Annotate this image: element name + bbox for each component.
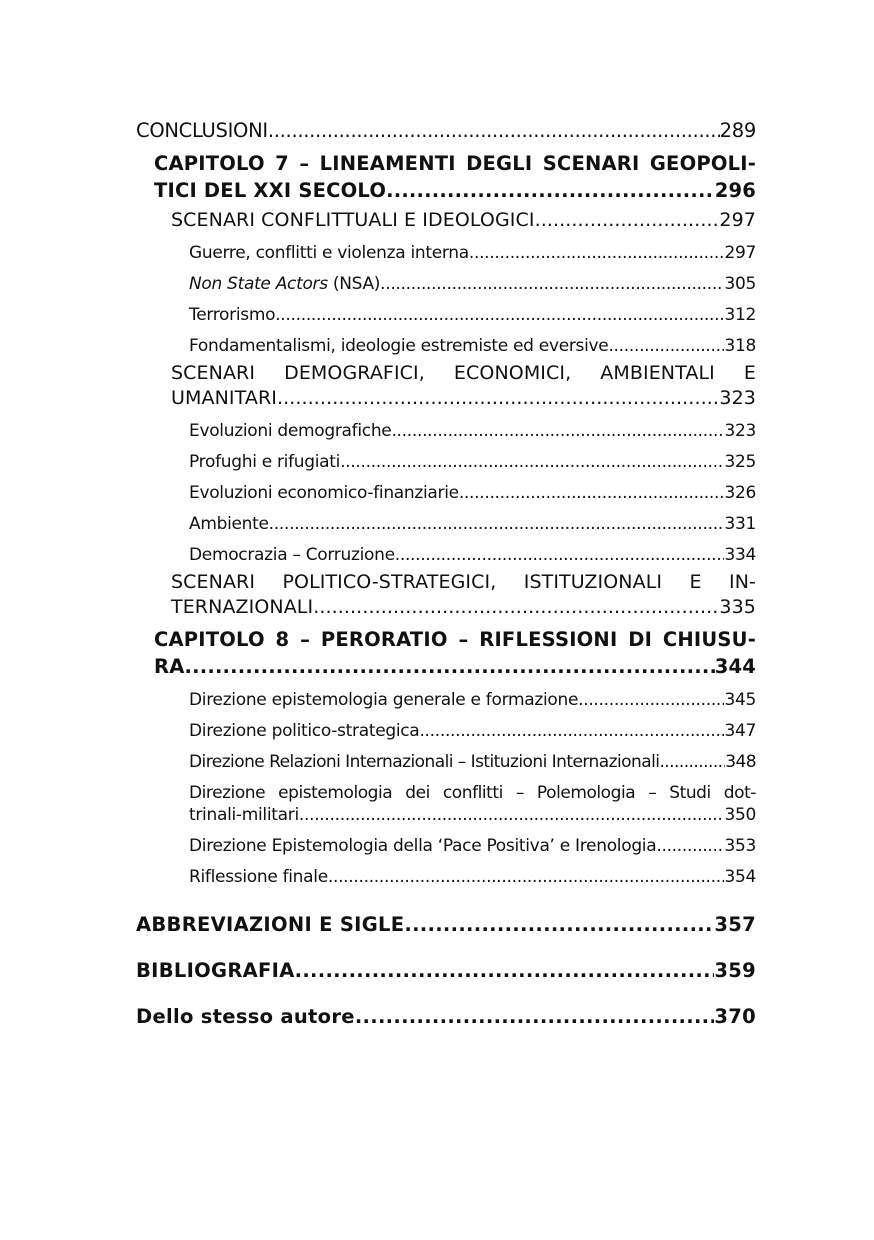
toc-entry-scenari-conflittuali[interactable]: [136, 208, 756, 233]
toc-entry-evoluzioni-economiche[interactable]: [136, 482, 756, 504]
dot-leader: [380, 273, 724, 295]
dot-leader: [469, 242, 725, 264]
toc-entry-title: Terrorismo: [189, 305, 276, 325]
dot-leader: [277, 386, 719, 411]
toc-entry-title-line: RA: [154, 655, 185, 678]
dot-leader: [395, 544, 725, 566]
dot-leader: [535, 208, 720, 233]
dot-leader: [419, 720, 724, 742]
toc-entry-title: [189, 273, 380, 295]
toc-entry-title: Dello stesso autore: [136, 1005, 355, 1028]
dot-leader: [299, 804, 725, 826]
dot-leader: [578, 689, 724, 711]
toc-entry-guerre[interactable]: [136, 242, 756, 264]
toc-entry-title: Evoluzioni demografiche: [189, 421, 392, 441]
toc-page-number: 318: [724, 336, 756, 356]
toc-page-number: 354: [724, 867, 756, 887]
toc-entry-title: Ambiente: [189, 514, 269, 534]
toc-page-number: 325: [724, 452, 756, 472]
toc-entry-title-line: UMANITARI: [171, 387, 277, 409]
toc-entry-dello-stesso-autore[interactable]: [136, 1004, 756, 1030]
dot-leader: [340, 451, 724, 473]
dot-leader: [313, 595, 719, 620]
toc-entry-title: SCENARI CONFLITTUALI E IDEOLOGICI: [171, 209, 535, 231]
dot-leader: [268, 118, 720, 144]
toc-entry-title: Direzione Relazioni Internazionali – Istituzioni Internazionali: [189, 752, 660, 772]
toc-entry-title: Profughi e rifugiati: [189, 452, 341, 472]
toc-page-number: 348: [725, 752, 756, 772]
toc-entry-title: Direzione epistemologia generale e formazione: [189, 690, 579, 710]
toc-page-number: 326: [724, 483, 756, 503]
toc-entry-title-line: CAPITOLO 7 – LINEAMENTI DEGLI SCENARI GEOPOLI-: [154, 152, 756, 175]
table-of-contents: [136, 118, 756, 1030]
toc-page-number: 357: [714, 913, 756, 936]
toc-page-number: 305: [724, 274, 756, 294]
toc-entry-terrorismo[interactable]: [136, 304, 756, 326]
toc-entry-title: ABBREVIAZIONI E SIGLE: [136, 913, 405, 936]
toc-entry-title: Riflessione finale: [189, 867, 328, 887]
toc-entry-title-line: Direzione epistemologia dei conflitti – Polemologia – Studi dot-: [189, 783, 756, 803]
dot-leader: [185, 653, 715, 680]
toc-entry-title: CONCLUSIONI: [136, 119, 268, 142]
dot-leader: [608, 335, 724, 357]
dot-leader: [659, 751, 725, 773]
toc-entry-title: Evoluzioni economico-finanziarie: [189, 483, 459, 503]
toc-entry-capitolo-7[interactable]: [136, 150, 756, 204]
toc-page-number: 359: [714, 959, 756, 982]
toc-entry-title-line: trinali-militari: [189, 805, 299, 825]
dot-leader: [328, 866, 725, 888]
toc-page-number: 345: [724, 690, 756, 710]
toc-page-number: 323: [724, 421, 756, 441]
toc-page-number: 370: [714, 1005, 756, 1028]
toc-entry-direzione-conflitti[interactable]: [136, 782, 756, 826]
dot-leader: [656, 835, 724, 857]
toc-entry-capitolo-8[interactable]: [136, 626, 756, 680]
toc-entry-ambiente[interactable]: [136, 513, 756, 535]
dot-leader: [269, 513, 725, 535]
toc-entry-title-italic: Non State Actors: [189, 274, 328, 294]
toc-entry-title: Fondamentalismi, ideologie estremiste ed eversive: [189, 336, 609, 356]
toc-entry-conclusioni[interactable]: [136, 118, 756, 144]
toc-entry-title-line: CAPITOLO 8 – PERORATIO – RIFLESSIONI DI CHIUSU-: [154, 628, 756, 651]
toc-entry-riflessione-finale[interactable]: [136, 866, 756, 888]
dot-leader: [404, 912, 714, 938]
dot-leader: [275, 304, 724, 326]
toc-page-number: 347: [724, 721, 756, 741]
toc-entry-scenari-politico[interactable]: [136, 570, 756, 620]
dot-leader: [355, 1004, 715, 1030]
toc-entry-fondamentalismi[interactable]: [136, 335, 756, 357]
toc-page-number: 335: [719, 596, 756, 618]
toc-entry-title: BIBLIOGRAFIA: [136, 959, 295, 982]
toc-page-number: 297: [724, 243, 756, 263]
toc-page-number: 297: [719, 209, 756, 231]
toc-entry-title: Democrazia – Corruzione: [189, 545, 395, 565]
toc-entry-abbreviazioni[interactable]: [136, 912, 756, 938]
dot-leader: [295, 958, 715, 984]
toc-page-number: 334: [724, 545, 756, 565]
toc-entry-title: Direzione Epistemologia della ‘Pace Positiva’ e Irenologia: [189, 836, 657, 856]
toc-page-number: 296: [714, 179, 756, 202]
toc-entry-title: Guerre, conflitti e violenza interna: [189, 243, 469, 263]
toc-page-number: 344: [714, 655, 756, 678]
toc-entry-title-line: SCENARI DEMOGRAFICI, ECONOMICI, AMBIENTALI E: [171, 362, 756, 384]
toc-entry-direzione-politico[interactable]: [136, 720, 756, 742]
toc-entry-title-line: SCENARI POLITICO-STRATEGICI, ISTITUZIONALI E IN-: [171, 571, 756, 593]
toc-entry-scenari-demografici[interactable]: [136, 361, 756, 411]
toc-entry-evoluzioni-demografiche[interactable]: [136, 420, 756, 442]
dot-leader: [386, 177, 715, 204]
toc-entry-title-line: TICI DEL XXI SECOLO: [154, 179, 387, 202]
dot-leader: [459, 482, 725, 504]
toc-entry-democrazia[interactable]: [136, 544, 756, 566]
toc-page-number: 353: [724, 836, 756, 856]
toc-entry-direzione-relazioni[interactable]: [136, 751, 756, 773]
toc-entry-title-rest: (NSA): [327, 274, 381, 294]
toc-page-number: 350: [724, 805, 756, 825]
toc-page-number: 289: [719, 119, 756, 142]
toc-entry-non-state-actors[interactable]: [136, 273, 756, 295]
toc-page-number: 323: [719, 387, 756, 409]
toc-entry-direzione-pace[interactable]: [136, 835, 756, 857]
toc-entry-title-line: TERNAZIONALI: [171, 596, 314, 618]
toc-page-number: 331: [724, 514, 756, 534]
toc-entry-direzione-epistemologia[interactable]: [136, 689, 756, 711]
toc-entry-profughi[interactable]: [136, 451, 756, 473]
dot-leader: [391, 420, 724, 442]
toc-page-number: 312: [724, 305, 756, 325]
toc-entry-bibliografia[interactable]: [136, 958, 756, 984]
toc-entry-title: Direzione politico-strategica: [189, 721, 420, 741]
